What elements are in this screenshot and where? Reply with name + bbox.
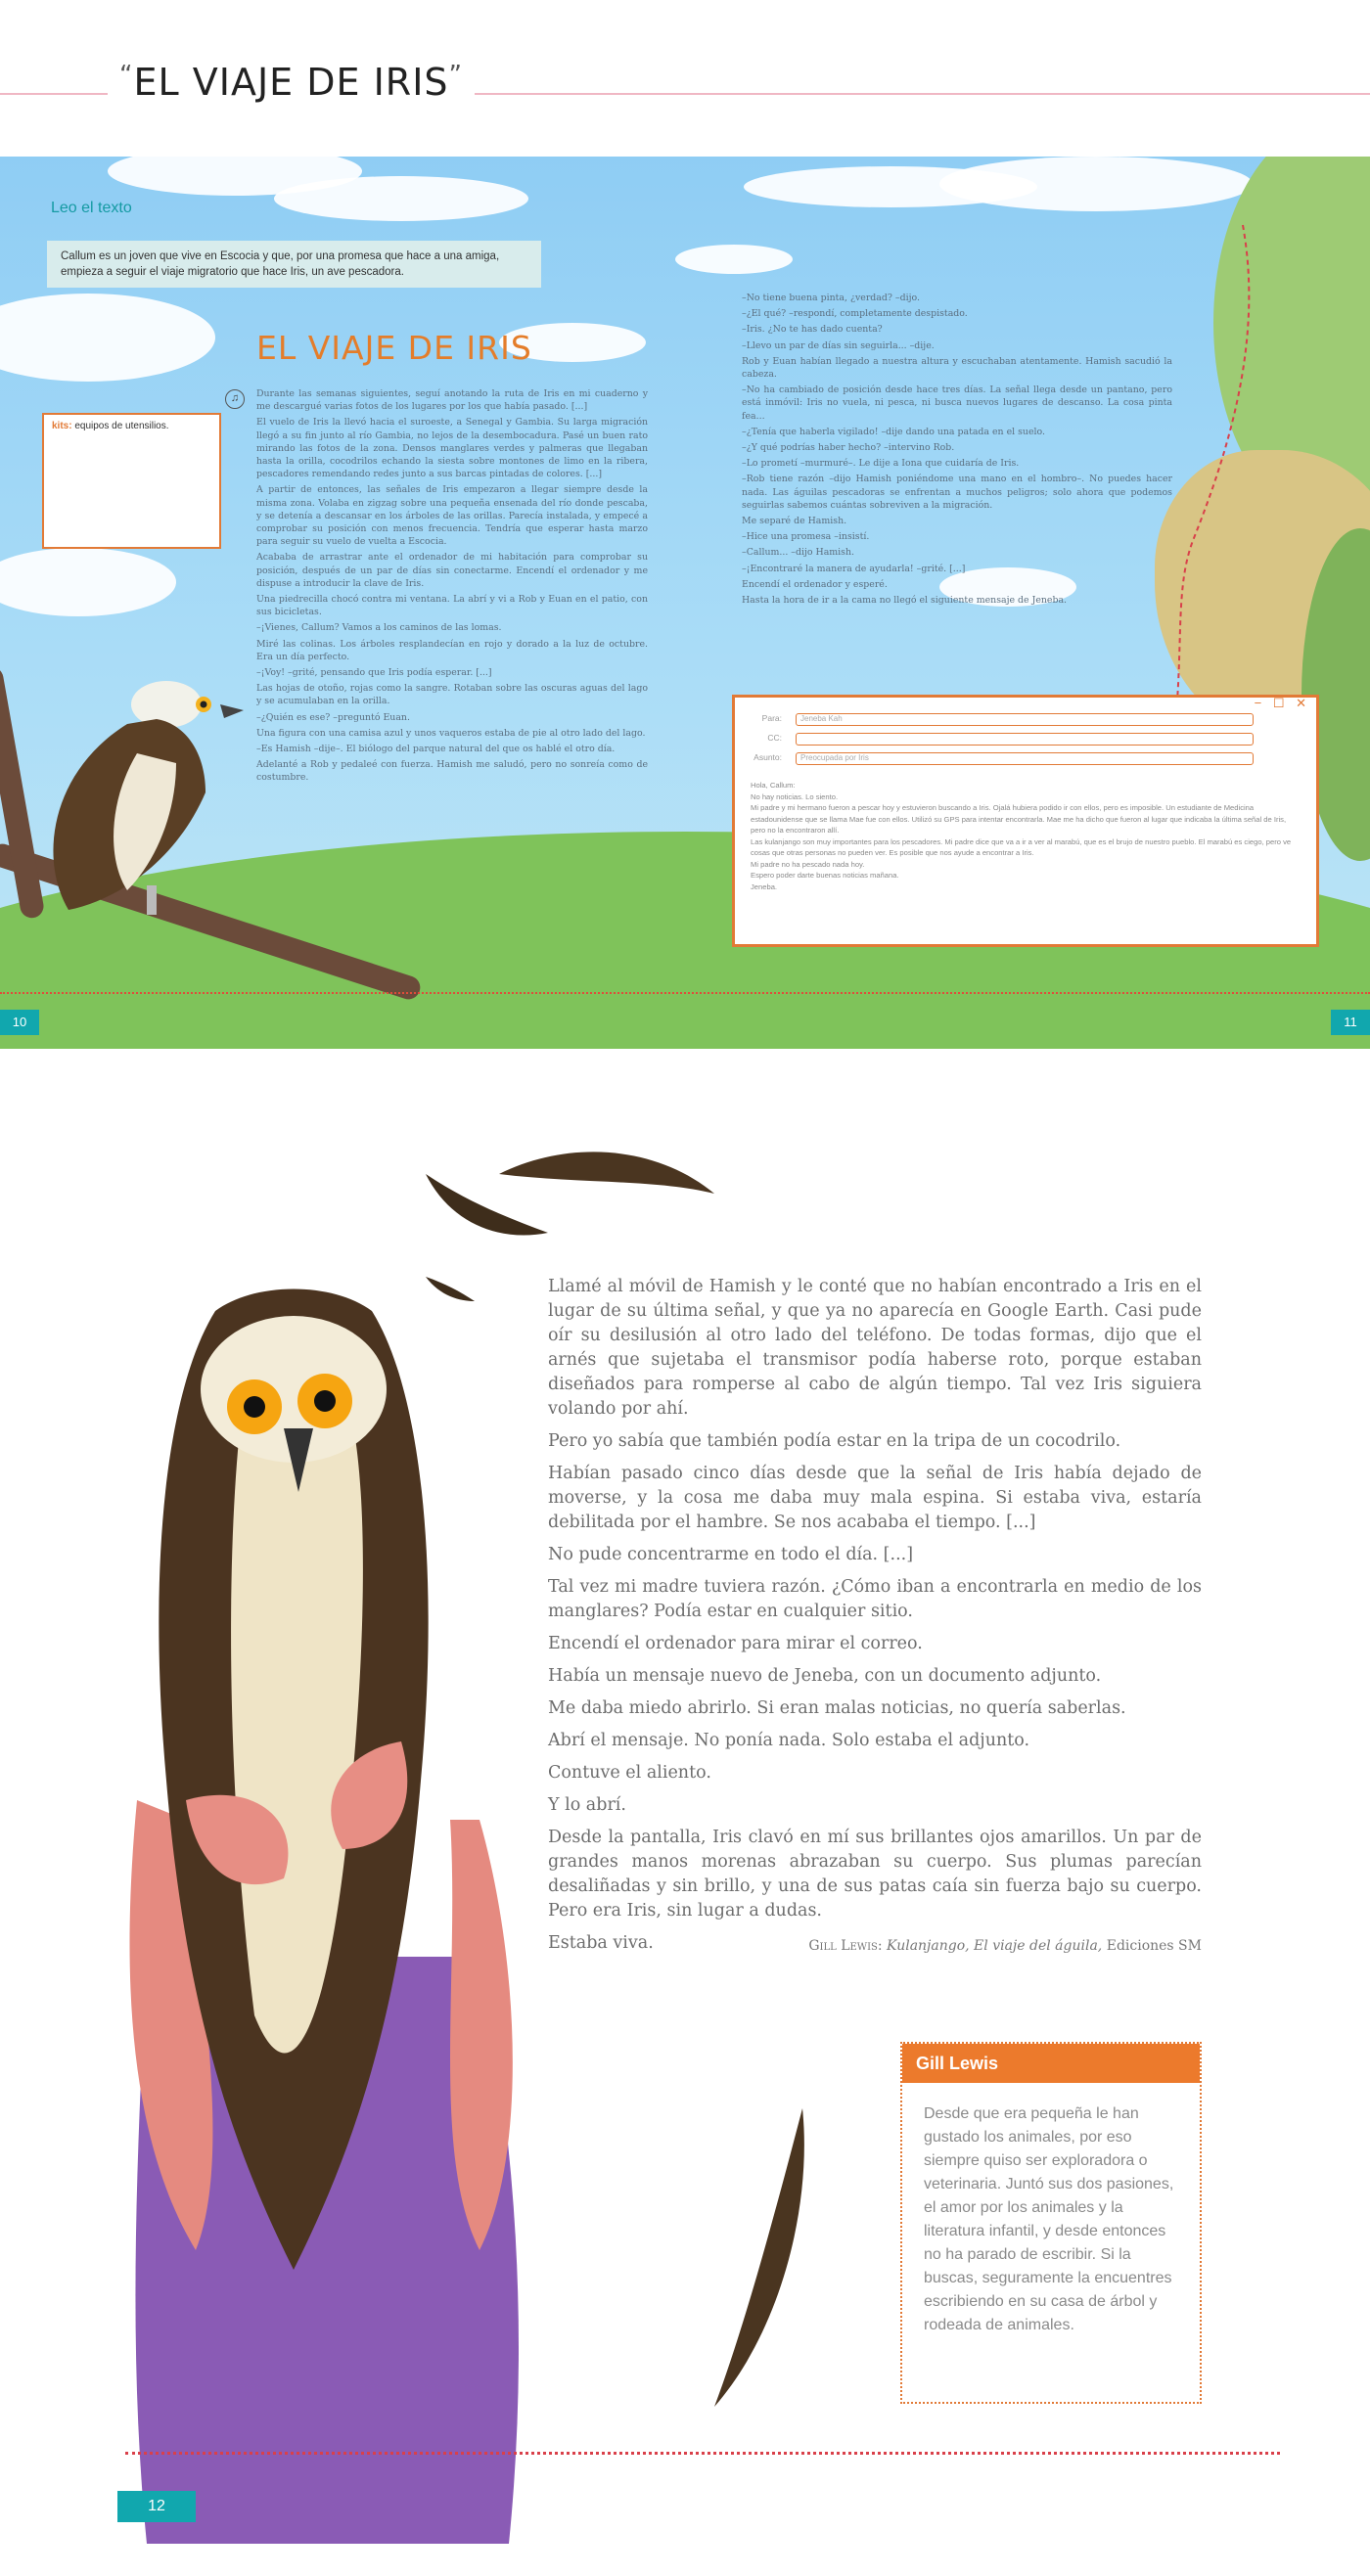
email-cc-row bbox=[747, 733, 1295, 746]
story-column-right bbox=[742, 292, 1172, 610]
spread-divider bbox=[0, 992, 1370, 994]
paragraph: No pude concentrarme en todo el día. [...] bbox=[548, 1545, 914, 1564]
paragraph: Y lo abrí. bbox=[548, 1795, 626, 1815]
paragraph: Encendí el ordenador para mirar el correo. bbox=[548, 1634, 923, 1653]
email-line: Hola, Callum: bbox=[751, 781, 796, 790]
email-to-field[interactable]: Jeneba Kah bbox=[796, 713, 1254, 726]
paragraph: –No tiene buena pinta, ¿verdad? –dijo. bbox=[742, 293, 920, 303]
paragraph: Rob y Euan habían llegado a nuestra altura y escuchaban atentamente. Hamish sacudió la cabeza. bbox=[742, 355, 1172, 381]
email-body bbox=[751, 780, 1299, 892]
paragraph: Pero yo sabía que también podía estar en la tripa de un cocodrilo. bbox=[548, 1431, 1121, 1451]
cloud bbox=[939, 157, 1253, 211]
paragraph: Tal vez mi madre tuviera razón. ¿Cómo iban a encontrarla en medio de los manglares? Podía estar en cualquier sitio. bbox=[548, 1577, 1202, 1621]
paragraph: –¿El qué? –respondí, completamente despistado. bbox=[742, 308, 968, 320]
paragraph: Hasta la hora de ir a la cama no llegó el siguiente mensaje de Jeneba. bbox=[742, 595, 1068, 607]
glossary-term: kits: bbox=[52, 421, 72, 431]
paragraph: Encendí el ordenador y esperé. bbox=[742, 578, 888, 590]
paragraph: –¡Encontraré la manera de ayudarla! –grité. [...] bbox=[742, 563, 966, 574]
paragraph: Una piedrecilla chocó contra mi ventana. La abrí y vi a Rob y Euan en el patio, con sus bicicletas. bbox=[256, 594, 648, 618]
paragraph: –Iris. ¿No te has dado cuenta? bbox=[742, 324, 883, 336]
source-publisher: Ediciones SM bbox=[1106, 1938, 1202, 1954]
audio-icon[interactable]: ♫ bbox=[225, 389, 245, 409]
paragraph: Miré las colinas. Los árboles resplandecían en rojo y dorado a la luz de octubre. Era un día perfecto. bbox=[256, 638, 648, 662]
paragraph: Me daba miedo abrirlo. Si eran malas noticias, no quería saberlas. bbox=[548, 1698, 1126, 1718]
paragraph: –Callum... –dijo Hamish. bbox=[742, 547, 854, 559]
paragraph: –No ha cambiado de posición desde hace tres días. La señal llega desde un pantano, pero está inmóvil: Iris no vuela, ni pesca, ni busca nuevos lugares de descanso. La cosa pinta fea... bbox=[742, 384, 1172, 422]
paragraph: Habían pasado cinco días desde que la señal de Iris había dejado de moverse, y la cosa me daba muy mala espina. Si estaba viva, estaría debilitada por el hambre. Se nos acababa el tiempo. [...] bbox=[548, 1464, 1202, 1532]
source-citation bbox=[808, 1938, 1202, 1954]
section-label: Leo el texto bbox=[51, 200, 132, 216]
paragraph: Desde la pantalla, Iris clavó en mí sus brillantes ojos amarillos. Un par de grandes manos morenas abrazaban su cuerpo. Sus plumas parecían desaliñadas y sin brillo, y una de sus patas caía sin fuerza bajo su cuerpo. Pero era Iris, sin lugar a dudas. bbox=[548, 1828, 1202, 1921]
paragraph: –Llevo un par de días sin seguirla... –dije. bbox=[742, 339, 935, 351]
paragraph: –Hice una promesa –insistí. bbox=[742, 531, 870, 543]
email-line: Espero poder darte buenas noticias mañana. bbox=[751, 871, 899, 880]
email-line: Mi padre no ha pescado nada hoy. bbox=[751, 859, 865, 869]
email-to-row bbox=[747, 713, 1295, 727]
paragraph: Abrí el mensaje. No ponía nada. Solo estaba el adjunto. bbox=[548, 1731, 1030, 1750]
author-bio-box bbox=[900, 2042, 1202, 2404]
story-column-left bbox=[256, 387, 648, 788]
page-number-right: 11 bbox=[1331, 1010, 1370, 1035]
paragraph: El vuelo de Iris la llevó hacia el suroeste, a Senegal y Gambia. Su larga migración llegó a su fin junto al río Gambia, no lejos de la desembocadura. Pasé un buen rato mirando las fotos de la zona. Densos manglares verdes y palmeras que llegaban hasta la orilla, cocodrilos echando la siesta sobre montones de limo en la ribera, pescadores remendando redes junto a sus barcas pintadas de colores. [...] bbox=[256, 417, 648, 480]
cloud bbox=[0, 548, 176, 616]
glossary-definition: equipos de utensilios. bbox=[71, 421, 169, 431]
email-cc-field[interactable] bbox=[796, 733, 1254, 746]
author-bio-text: Desde que era pequeña le han gustado los animales, por eso siempre quiso ser exploradora o veterinaria. Juntó sus dos pasiones, el amor por los animales y la literatura infantil, y desde entonces no ha parado de escribir. Si la buscas, seguramente la encuentres escribiendo en su casa de árbol y rodeada de animales. bbox=[924, 2105, 1174, 2333]
email-to-label: Para: bbox=[761, 713, 782, 723]
paragraph: –Lo prometí –murmuré–. Le dije a Iona que cuidaría de Iris. bbox=[742, 458, 1020, 470]
paragraph: Las hojas de otoño, rojas como la sangre. Rotaban sobre las oscuras aguas del lago y se acumulaban en la orilla. bbox=[256, 683, 648, 707]
cloud bbox=[274, 176, 528, 221]
source-author: Gill Lewis: bbox=[808, 1938, 883, 1954]
source-work: Kulanjango, El viaje del águila, bbox=[887, 1938, 1103, 1954]
paragraph: –¿Tenía que haberla vigilado! –dije dando una patada en el suelo. bbox=[742, 426, 1045, 437]
glossary-box bbox=[42, 413, 221, 549]
paragraph: Me separé de Hamish. bbox=[742, 516, 847, 527]
page-number-left: 10 bbox=[0, 1010, 39, 1035]
intro-box: Callum es un joven que vive en Escocia y que, por una promesa que hace a una amiga, empieza a seguir el viaje migratorio que hace Iris, un ave pescadora. bbox=[47, 241, 541, 288]
paragraph: –¡Vienes, Callum? Vamos a los caminos de las lomas. bbox=[256, 622, 502, 634]
paragraph: Una figura con una camisa azul y unos vaqueros estaba de pie al otro lado del lago. bbox=[256, 727, 646, 739]
page-divider bbox=[125, 2452, 1280, 2455]
paragraph: –¡Voy! –grité, pensando que Iris podía esperar. [...] bbox=[256, 667, 492, 679]
story-continuation bbox=[548, 1275, 1202, 1964]
email-line: Jeneba. bbox=[751, 881, 778, 891]
email-subject-field[interactable]: Preocupada por Iris bbox=[796, 752, 1254, 765]
paragraph: Acababa de arrastrar ante el ordenador de mi habitación para comprobar su posición, después de un par de días sin conectarme. Encendí el ordenador y me dispuse a introducir la clave de Iris. bbox=[256, 552, 648, 589]
email-cc-label: CC: bbox=[767, 733, 782, 743]
paragraph: Adelanté a Rob y pedaleé con fuerza. Hamish me saludó, pero no sonreía como de costumbre. bbox=[256, 759, 648, 784]
paragraph: Llamé al móvil de Hamish y le conté que no habían encontrado a Iris en el lugar de su última señal, y que ya no aparecía en Google Earth. Casi pude oír su desilusión al otro lado del teléfono. De todas formas, dijo que el arnés que sujetaba el transmisor podía haberse roto, porque estaban diseñados para romperse al cabo de algún tiempo. Tal vez Iris siguiera volando por ahí. bbox=[548, 1277, 1202, 1419]
paragraph: Estaba viva. bbox=[548, 1933, 654, 1953]
author-bio-name: Gill Lewis bbox=[902, 2044, 1200, 2083]
story-spread bbox=[0, 157, 1370, 1049]
email-window bbox=[732, 695, 1319, 947]
paragraph: Había un mensaje nuevo de Jeneba, con un documento adjunto. bbox=[548, 1666, 1102, 1686]
email-line: Mi padre y mi hermano fueron a pescar hoy y estuvieron buscando a Iris. Ojalá hubiera podido ir con ellos, pero es imposible. Un estudiante de Medicina estadounidense que se llama Mae fue con ellos. Utilizó su GPS para intentar encontrarla. Mae me ha dicho que fueron al lugar que indicaba la última señal de Iris, pero no la encontraron allí. bbox=[751, 803, 1287, 835]
feather-illustration bbox=[705, 2103, 822, 2417]
page-number: 12 bbox=[117, 2491, 196, 2522]
paragraph: A partir de entonces, las señales de Iris empezaron a llegar siempre desde la misma zona. Volaba en zigzag sobre una pequeña ensenada del río donde pescaba, y se detenía a descansar en los árboles de las orillas. Parecía instalada, y empecé a comprobar su posición con menos frecuencia. Tendría que esperar hasta marzo para seguir su vuelo de vuelta a Escocia. bbox=[256, 484, 648, 548]
email-line: Las kulanjango son muy importantes para los pescadores. Mi padre dice que va a ir a ver al marabú, que es el brujo de nuestro pueblo. El marabú es ciego, pero ve cosas que otras personas no pueden ver. Es posible que nos ayude a encontrar a Iris. bbox=[751, 836, 1292, 857]
page-title-text: EL VIAJE DE IRIS bbox=[133, 61, 449, 104]
cloud bbox=[0, 294, 215, 382]
email-line: No hay noticias. Lo siento. bbox=[751, 791, 839, 801]
feather-illustration bbox=[421, 1164, 558, 1252]
osprey-held-illustration bbox=[108, 1272, 558, 2544]
page-title: “EL VIAJE DE IRIS” bbox=[108, 61, 475, 104]
email-subject-row bbox=[747, 752, 1295, 766]
paragraph: –¿Quién es ese? –preguntó Euan. bbox=[256, 711, 410, 723]
window-controls[interactable]: − ☐ ✕ bbox=[1254, 696, 1310, 710]
cloud bbox=[675, 245, 793, 274]
paragraph: –¿Y qué podrías haber hecho? –intervino Rob. bbox=[742, 442, 955, 454]
paragraph: Contuve el aliento. bbox=[548, 1763, 711, 1783]
paragraph: –Es Hamish –dije–. El biólogo del parque natural del que os hablé el otro día. bbox=[256, 744, 616, 755]
osprey-illustration bbox=[20, 665, 254, 929]
paragraph: Durante las semanas siguientes, seguí anotando la ruta de Iris en mi cuaderno y me descargué varias fotos de los lugares por los que había pasado. [...] bbox=[256, 388, 648, 413]
story-title: EL VIAJE DE IRIS bbox=[256, 329, 532, 367]
paragraph: –Rob tiene razón –dijo Hamish poniéndome una mano en el hombro–. No puedes hacer nada. Las águilas pescadoras se enfrentan a muchos peligros; solo ahora que podemos seguirlas sabemos cuántas sobreviven a la migración. bbox=[742, 474, 1172, 511]
email-subject-label: Asunto: bbox=[754, 752, 782, 762]
